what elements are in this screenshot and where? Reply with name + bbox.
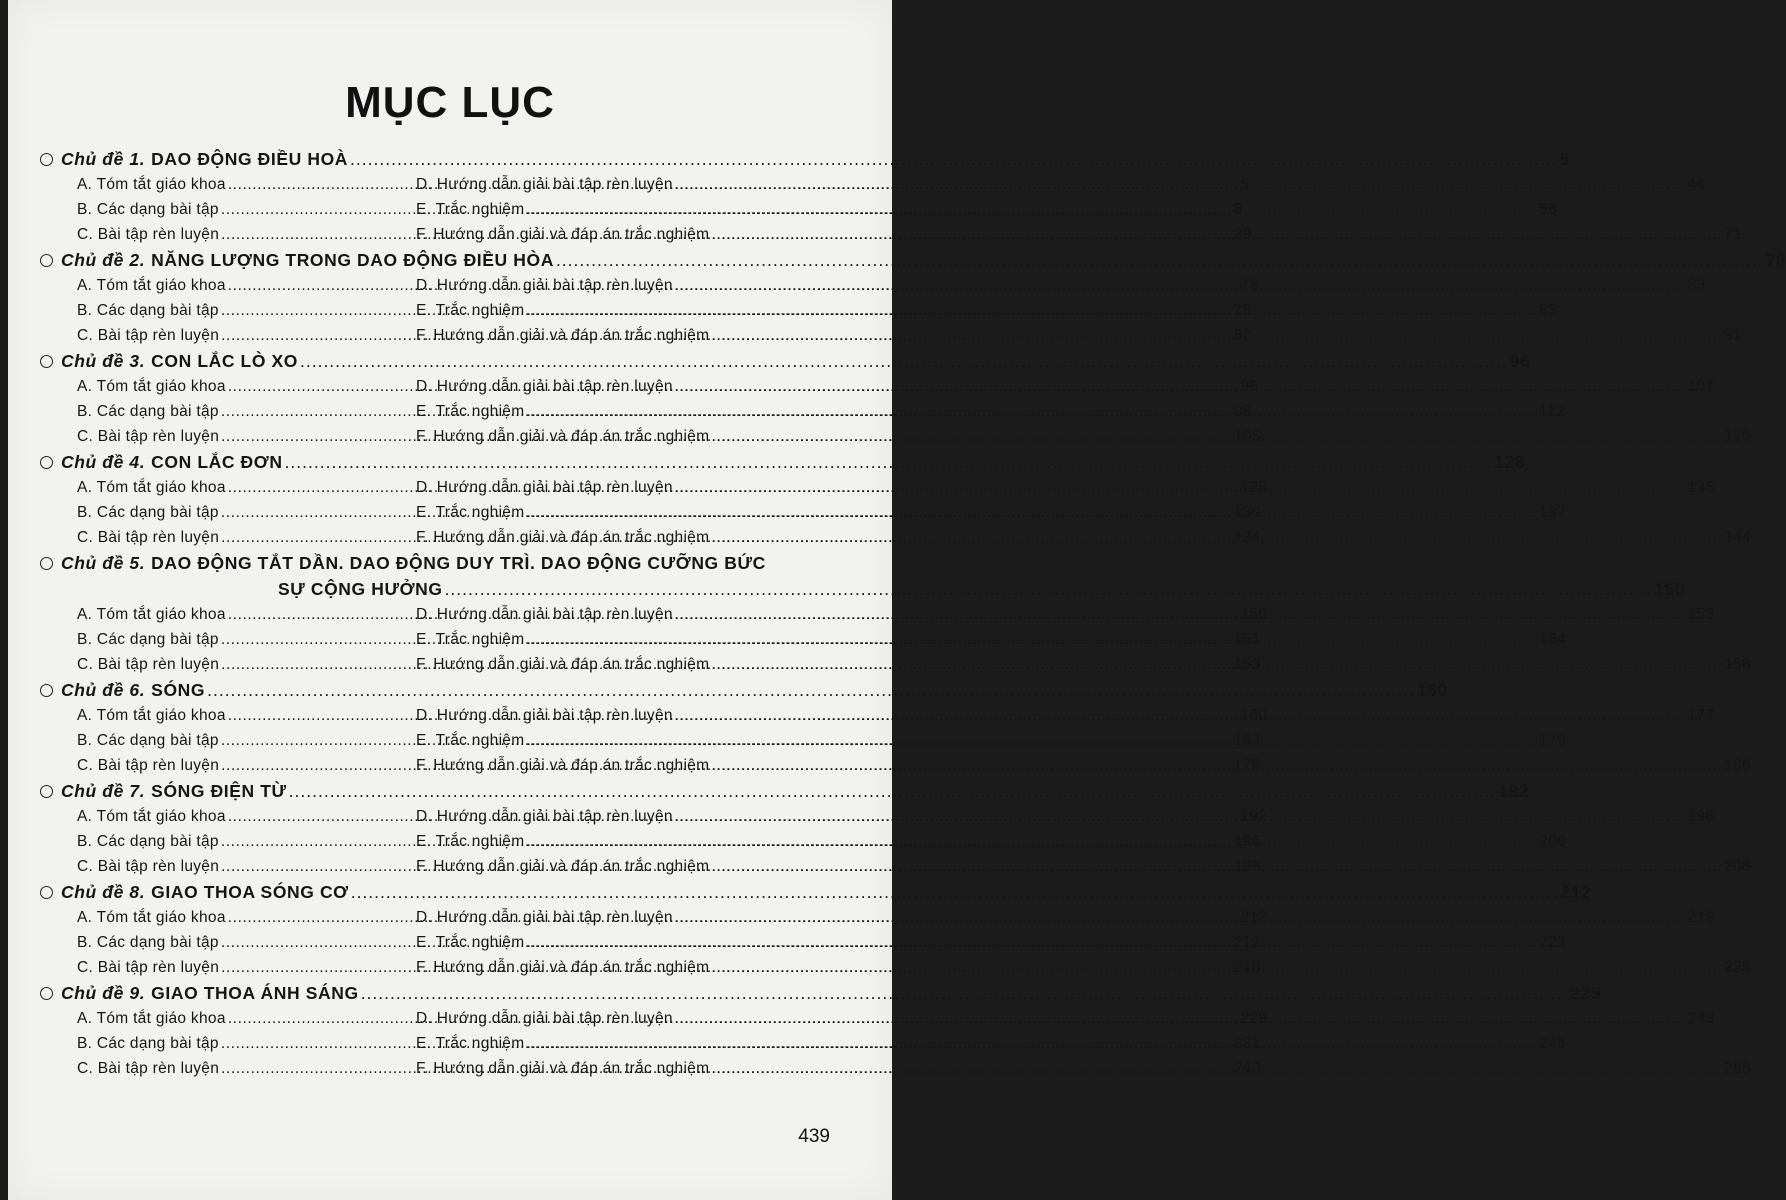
section-label: D. Hướng dẫn giải bài tập rèn luyện xyxy=(416,808,673,825)
chapter-page: 96 xyxy=(1509,351,1531,371)
section-page: 198 xyxy=(1687,808,1715,825)
chapter-label xyxy=(61,146,348,172)
section-row xyxy=(77,854,1751,879)
section-label: D. Hướng dẫn giải bài tập rèn luyện xyxy=(416,176,673,193)
section-page: 176 xyxy=(1233,757,1261,774)
dot-leader xyxy=(351,879,1559,905)
section-row xyxy=(77,424,1751,449)
dot-leader xyxy=(711,424,1722,449)
page-title: MỤC LỤC xyxy=(345,78,555,127)
chapter-block xyxy=(40,449,1751,550)
dot-leader xyxy=(285,449,1493,475)
section-page: 186 xyxy=(1724,757,1751,774)
chapter-heading xyxy=(40,348,1531,374)
section-page: 105 xyxy=(1233,428,1261,445)
section-label: F. Hướng dẫn giải và đáp án trắc nghiệm xyxy=(416,327,710,344)
circle-bullet-icon xyxy=(40,987,53,1000)
section-page: 96 xyxy=(1240,378,1259,395)
section-label: B. Các dạng bài tập xyxy=(77,201,219,218)
dot-leader xyxy=(711,955,1722,980)
circle-bullet-icon xyxy=(40,684,53,697)
section-page: 231 xyxy=(1233,1035,1261,1052)
section-label: A. Tóm tắt giáo khoa xyxy=(77,1010,226,1027)
section-label: A. Tóm tắt giáo khoa xyxy=(77,808,226,825)
section-page: 44 xyxy=(1687,176,1706,193)
chapter-heading-continued xyxy=(40,576,1686,602)
section-entry xyxy=(416,197,1557,222)
chapter-title-continued: SỰ CỘNG HƯỞNG xyxy=(278,579,443,599)
section-label: B. Các dạng bài tập xyxy=(77,833,219,850)
section-label: B. Các dạng bài tập xyxy=(77,504,219,521)
chapter-page: 160 xyxy=(1416,680,1448,700)
dot-leader xyxy=(300,348,1508,374)
section-label: D. Hướng dẫn giải bài tập rèn luyện xyxy=(416,277,673,294)
section-entry xyxy=(416,753,1751,778)
section-page: 150 xyxy=(1240,606,1268,623)
section-label: E. Trắc nghiệm xyxy=(416,302,525,319)
chapter-page: 192 xyxy=(1498,781,1530,801)
section-entry xyxy=(416,424,1751,449)
section-row xyxy=(77,728,1566,753)
section-page: 137 xyxy=(1539,504,1566,521)
dot-leader xyxy=(207,677,1415,703)
chapter-label xyxy=(61,449,283,475)
section-page: 58 xyxy=(1539,201,1558,218)
section-entry xyxy=(416,273,1705,298)
section-label: C. Bài tập rèn luyện xyxy=(77,858,220,875)
chapter-page: 5 xyxy=(1559,149,1570,169)
chapter-label xyxy=(61,348,298,374)
dot-leader xyxy=(445,576,1653,602)
section-row xyxy=(77,500,1566,525)
section-label: E. Trắc nghiệm xyxy=(416,631,525,648)
dot-leader xyxy=(675,804,1686,829)
section-label: C. Bài tập rèn luyện xyxy=(77,327,220,344)
section-label: D. Hướng dẫn giải bài tập rèn luyện xyxy=(416,1010,673,1027)
chapter-block xyxy=(40,879,1751,980)
chapter-page: 229 xyxy=(1570,983,1602,1003)
section-page: 85 xyxy=(1539,302,1558,319)
section-label: C. Bài tập rèn luyện xyxy=(77,226,220,243)
section-label: B. Các dạng bài tập xyxy=(77,631,219,648)
section-row xyxy=(77,1006,1715,1031)
dot-leader xyxy=(675,374,1686,399)
dot-leader xyxy=(675,1006,1686,1031)
section-row xyxy=(77,829,1566,854)
section-list xyxy=(77,804,1751,879)
section-label: F. Hướng dẫn giải và đáp án trắc nghiệm xyxy=(416,858,710,875)
chapter-block xyxy=(40,778,1751,879)
section-page: 144 xyxy=(1724,529,1751,546)
section-entry xyxy=(416,298,1557,323)
section-entry xyxy=(416,1006,1714,1031)
section-page: 196 xyxy=(1233,833,1261,850)
section-label: E. Trắc nghiệm xyxy=(416,504,525,521)
section-label: A. Tóm tắt giáo khoa xyxy=(77,176,226,193)
dot-leader xyxy=(361,980,1569,1006)
section-label: A. Tóm tắt giáo khoa xyxy=(77,378,226,395)
section-row xyxy=(77,222,1742,247)
section-entry xyxy=(416,703,1714,728)
section-label: D. Hướng dẫn giải bài tập rèn luyện xyxy=(416,606,673,623)
section-row xyxy=(77,955,1751,980)
section-page: 198 xyxy=(1233,858,1261,875)
chapter-heading xyxy=(40,550,843,576)
section-page: 78 xyxy=(1240,277,1259,294)
section-list xyxy=(77,374,1751,449)
chapter-heading xyxy=(40,449,1526,475)
chapter-number: Chủ đề 6. xyxy=(61,680,146,700)
chapter-page: 78 xyxy=(1765,250,1786,270)
circle-bullet-icon xyxy=(40,456,53,469)
section-label: B. Các dạng bài tập xyxy=(77,934,219,951)
chapter-label xyxy=(61,247,554,273)
chapter-heading xyxy=(40,980,1602,1006)
dot-leader xyxy=(711,753,1722,778)
section-row xyxy=(77,374,1715,399)
section-row xyxy=(77,627,1566,652)
section-label: C. Bài tập rèn luyện xyxy=(77,1060,220,1077)
circle-bullet-icon xyxy=(40,886,53,899)
dot-leader xyxy=(711,652,1722,677)
section-row xyxy=(77,753,1751,778)
section-row xyxy=(77,930,1566,955)
section-entry xyxy=(416,627,1566,652)
chapter-title: NĂNG LƯỢNG TRONG DAO ĐỘNG ĐIỀU HÒA xyxy=(151,250,554,270)
page-number: 439 xyxy=(798,1126,830,1147)
chapter-number: Chủ đề 2. xyxy=(61,250,146,270)
section-page: 151 xyxy=(1233,631,1261,648)
circle-bullet-icon xyxy=(40,557,53,570)
section-page: 154 xyxy=(1539,631,1566,648)
section-entry xyxy=(416,652,1751,677)
section-label: C. Bài tập rèn luyện xyxy=(77,959,220,976)
chapter-number: Chủ đề 1. xyxy=(61,149,146,169)
section-page: 78 xyxy=(1233,302,1252,319)
section-entry xyxy=(416,854,1751,879)
section-entry xyxy=(416,374,1714,399)
dot-leader xyxy=(711,1056,1722,1081)
section-entry xyxy=(416,728,1566,753)
section-list xyxy=(77,1006,1751,1081)
dot-leader xyxy=(350,146,1558,172)
section-page: 255 xyxy=(1724,1060,1751,1077)
section-page: 212 xyxy=(1233,934,1261,951)
dot-leader xyxy=(711,525,1722,550)
section-page: 177 xyxy=(1687,707,1715,724)
section-row xyxy=(77,804,1715,829)
circle-bullet-icon xyxy=(40,153,53,166)
section-row xyxy=(77,703,1715,728)
chapter-title: GIAO THOA SÓNG CƠ xyxy=(151,882,349,902)
section-label: E. Trắc nghiệm xyxy=(416,732,525,749)
circle-bullet-icon xyxy=(40,254,53,267)
section-list xyxy=(77,703,1751,778)
section-page: 248 xyxy=(1539,1035,1566,1052)
section-page: 212 xyxy=(1240,909,1268,926)
section-label: E. Trắc nghiệm xyxy=(416,403,525,420)
section-entry xyxy=(416,172,1705,197)
dot-leader xyxy=(675,273,1686,298)
chapter-block xyxy=(40,146,1742,247)
section-label: D. Hướng dẫn giải bài tập rèn luyện xyxy=(416,909,673,926)
dot-leader xyxy=(675,703,1686,728)
section-page: 179 xyxy=(1539,732,1566,749)
section-entry xyxy=(416,1031,1566,1056)
dot-leader xyxy=(526,197,1537,222)
chapter-number: Chủ đề 5. xyxy=(61,553,146,573)
chapter-block xyxy=(40,550,1751,677)
section-label: F. Hướng dẫn giải và đáp án trắc nghiệm xyxy=(416,656,710,673)
circle-bullet-icon xyxy=(40,785,53,798)
chapter-label xyxy=(61,550,766,576)
section-row xyxy=(77,525,1751,550)
section-entry xyxy=(416,829,1566,854)
dot-leader xyxy=(675,602,1686,627)
circle-bullet-icon xyxy=(40,355,53,368)
section-row xyxy=(77,172,1706,197)
chapter-title: SÓNG xyxy=(151,680,206,700)
section-page: 218 xyxy=(1233,959,1261,976)
section-label: C. Bài tập rèn luyện xyxy=(77,656,220,673)
section-page: 128 xyxy=(1240,479,1268,496)
section-entry xyxy=(416,930,1566,955)
section-page: 229 xyxy=(1240,1010,1268,1027)
chapter-title: CON LẮC ĐƠN xyxy=(151,452,283,472)
section-row xyxy=(77,399,1565,424)
section-list xyxy=(77,905,1751,980)
section-entry xyxy=(416,525,1751,550)
section-page: 82 xyxy=(1233,327,1252,344)
section-page: 39 xyxy=(1233,226,1252,243)
section-row xyxy=(77,298,1558,323)
dot-leader xyxy=(556,247,1764,273)
chapter-label xyxy=(61,778,287,804)
dot-leader xyxy=(526,399,1537,424)
section-page: 243 xyxy=(1687,1010,1715,1027)
chapter-number: Chủ đề 9. xyxy=(61,983,146,1003)
section-label: A. Tóm tắt giáo khoa xyxy=(77,606,226,623)
section-label: B. Các dạng bài tập xyxy=(77,732,219,749)
section-page: 91 xyxy=(1724,327,1742,344)
section-page: 112 xyxy=(1539,403,1565,420)
section-page: 134 xyxy=(1233,529,1261,546)
section-page: 158 xyxy=(1724,656,1751,673)
section-label: E. Trắc nghiệm xyxy=(416,833,525,850)
chapter-page: 128 xyxy=(1494,452,1526,472)
section-page: 153 xyxy=(1233,656,1261,673)
section-label: A. Tóm tắt giáo khoa xyxy=(77,909,226,926)
chapter-title: DAO ĐỘNG TẮT DẦN. DAO ĐỘNG DUY TRÌ. DAO ĐỘNG CƯỠNG BỨC xyxy=(151,553,766,573)
dot-leader xyxy=(711,854,1722,879)
section-label: B. Các dạng bài tập xyxy=(77,1035,219,1052)
chapter-block xyxy=(40,677,1751,778)
section-page: 163 xyxy=(1233,732,1261,749)
section-page: 120 xyxy=(1724,428,1751,445)
chapter-heading xyxy=(40,146,1570,172)
chapter-number: Chủ đề 3. xyxy=(61,351,146,371)
chapter-block xyxy=(40,348,1751,449)
chapter-label xyxy=(61,980,359,1006)
chapter-page: 150 xyxy=(1654,579,1686,599)
section-entry xyxy=(416,475,1714,500)
section-entry xyxy=(416,955,1751,980)
chapter-title: GIAO THOA ÁNH SÁNG xyxy=(151,983,359,1003)
dot-leader xyxy=(526,627,1537,652)
section-page: 8 xyxy=(1233,201,1243,218)
table-of-contents xyxy=(40,146,1786,1081)
section-row xyxy=(77,273,1706,298)
section-entry xyxy=(416,323,1742,348)
dot-leader xyxy=(289,778,1497,804)
section-label: C. Bài tập rèn luyện xyxy=(77,428,220,445)
chapter-title: CON LẮC LÒ XO xyxy=(151,351,298,371)
section-label: E. Trắc nghiệm xyxy=(416,1035,525,1052)
section-page: 192 xyxy=(1240,808,1268,825)
chapter-label xyxy=(61,879,349,905)
dot-leader xyxy=(711,323,1722,348)
section-row xyxy=(77,197,1558,222)
section-label: E. Trắc nghiệm xyxy=(416,934,525,951)
section-label: C. Bài tập rèn luyện xyxy=(77,529,220,546)
dot-leader xyxy=(526,728,1537,753)
book-page xyxy=(8,0,1786,1200)
dot-leader xyxy=(526,1031,1537,1056)
section-row xyxy=(77,905,1715,930)
dot-leader xyxy=(675,905,1686,930)
section-list xyxy=(77,602,1751,677)
section-label: F. Hướng dẫn giải và đáp án trắc nghiệm xyxy=(416,428,710,445)
section-entry xyxy=(416,222,1742,247)
section-label: F. Hướng dẫn giải và đáp án trắc nghiệm xyxy=(416,226,710,243)
section-label: A. Tóm tắt giáo khoa xyxy=(77,277,226,294)
section-page: 160 xyxy=(1240,707,1268,724)
section-page: 225 xyxy=(1724,959,1751,976)
section-entry xyxy=(416,500,1566,525)
section-label: F. Hướng dẫn giải và đáp án trắc nghiệm xyxy=(416,529,710,546)
section-page: 200 xyxy=(1539,833,1566,850)
section-page: 71 xyxy=(1724,226,1742,243)
section-entry xyxy=(416,905,1714,930)
section-label: B. Các dạng bài tập xyxy=(77,403,219,420)
section-label: D. Hướng dẫn giải bài tập rèn luyện xyxy=(416,479,673,496)
section-entry xyxy=(416,804,1714,829)
section-label: A. Tóm tắt giáo khoa xyxy=(77,479,226,496)
section-page: 223 xyxy=(1539,934,1566,951)
section-label: F. Hướng dẫn giải và đáp án trắc nghiệm xyxy=(416,1060,710,1077)
section-label: E. Trắc nghiệm xyxy=(416,201,525,218)
dot-leader xyxy=(675,475,1686,500)
section-row xyxy=(77,652,1751,677)
section-row xyxy=(77,475,1715,500)
chapter-title: SÓNG ĐIỆN TỪ xyxy=(151,781,287,801)
section-list xyxy=(77,475,1751,550)
chapter-number: Chủ đề 8. xyxy=(61,882,146,902)
chapter-heading xyxy=(40,778,1530,804)
section-label: D. Hướng dẫn giải bài tập rèn luyện xyxy=(416,378,673,395)
chapter-block xyxy=(40,247,1786,348)
section-page: 98 xyxy=(1233,403,1252,420)
section-list xyxy=(77,273,1742,348)
section-page: 135 xyxy=(1687,479,1715,496)
section-page: 83 xyxy=(1687,277,1706,294)
dot-leader xyxy=(526,298,1537,323)
dot-leader xyxy=(526,829,1537,854)
section-label: D. Hướng dẫn giải bài tập rèn luyện xyxy=(416,707,673,724)
dot-leader xyxy=(526,500,1537,525)
chapter-label xyxy=(61,677,205,703)
section-label: F. Hướng dẫn giải và đáp án trắc nghiệm xyxy=(416,959,710,976)
section-page: 153 xyxy=(1687,606,1715,623)
chapter-number: Chủ đề 4. xyxy=(61,452,146,472)
section-page: 5 xyxy=(1240,176,1250,193)
dot-leader xyxy=(526,930,1537,955)
chapter-block xyxy=(40,980,1751,1081)
section-list xyxy=(77,172,1742,247)
section-row xyxy=(77,602,1715,627)
chapter-heading xyxy=(40,677,1448,703)
dot-leader xyxy=(711,222,1722,247)
section-entry xyxy=(416,602,1714,627)
section-label: A. Tóm tắt giáo khoa xyxy=(77,707,226,724)
section-label: C. Bài tập rèn luyện xyxy=(77,757,220,774)
section-row xyxy=(77,1056,1751,1081)
section-page: 219 xyxy=(1687,909,1715,926)
section-page: 130 xyxy=(1233,504,1261,521)
chapter-page: 212 xyxy=(1560,882,1592,902)
section-label: F. Hướng dẫn giải và đáp án trắc nghiệm xyxy=(416,757,710,774)
section-entry xyxy=(416,399,1565,424)
section-entry xyxy=(416,1056,1751,1081)
section-page: 107 xyxy=(1687,378,1715,395)
section-row xyxy=(77,323,1742,348)
chapter-title: DAO ĐỘNG ĐIỀU HOÀ xyxy=(151,149,349,169)
section-label: B. Các dạng bài tập xyxy=(77,302,219,319)
chapter-heading xyxy=(40,247,1786,273)
chapter-heading xyxy=(40,879,1592,905)
dot-leader xyxy=(675,172,1686,197)
section-page: 208 xyxy=(1724,858,1751,875)
section-row xyxy=(77,1031,1566,1056)
section-page: 240 xyxy=(1233,1060,1261,1077)
chapter-number: Chủ đề 7. xyxy=(61,781,146,801)
